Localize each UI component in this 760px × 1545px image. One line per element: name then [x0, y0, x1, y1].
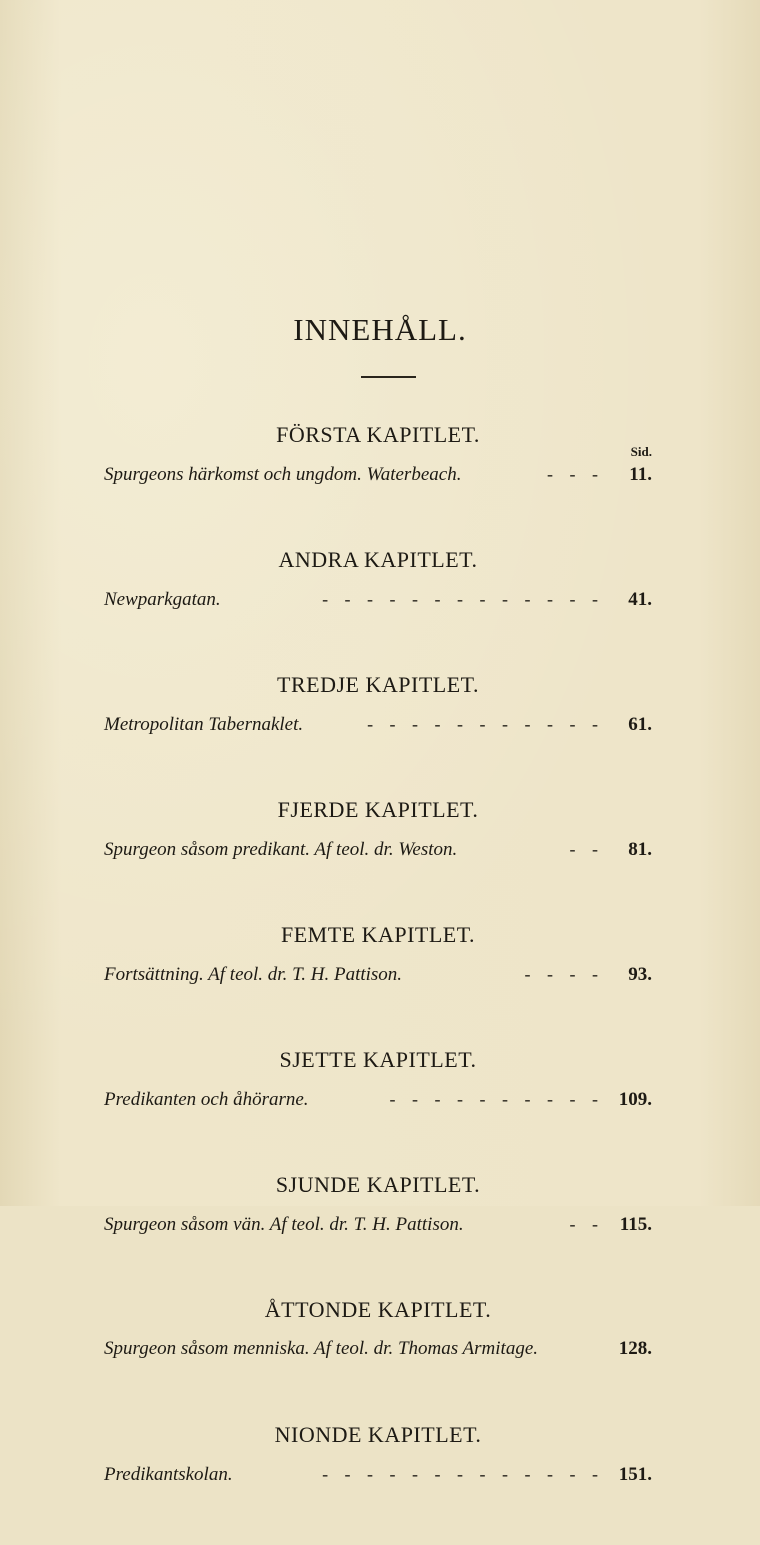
entry-page-number: 81. — [628, 839, 652, 860]
toc-entry — [104, 1210, 652, 1238]
table-of-contents — [104, 420, 652, 1545]
entry-leader: - - - - - - - - - - - - - — [322, 1464, 604, 1484]
entry-leader: - - - - - - - - - - — [389, 1089, 604, 1109]
page-column-label: Sid. — [630, 444, 652, 459]
entry-page-number: 128. — [618, 1338, 652, 1359]
chapter-heading: SJETTE KAPITLET. — [279, 1047, 477, 1072]
toc-entry — [104, 585, 652, 613]
entry-page-number: 115. — [619, 1214, 652, 1235]
chapter-4 — [104, 795, 652, 920]
toc-entry — [104, 960, 652, 988]
entry-leader: - - - — [547, 464, 604, 484]
entry-title: Spurgeon såsom predikant. Af teol. dr. Weston. — [104, 839, 458, 860]
chapter-heading: TREDJE KAPITLET. — [277, 672, 479, 697]
entry-page-number: 41. — [628, 589, 652, 610]
toc-entry — [104, 460, 652, 488]
toc-entry — [104, 1335, 652, 1363]
entry-leader: - - - - — [524, 964, 604, 984]
entry-page-number: 109. — [618, 1089, 652, 1110]
chapter-6 — [104, 1045, 652, 1170]
chapter-heading: FÖRSTA KAPITLET. — [276, 422, 480, 447]
toc-entry — [104, 1085, 652, 1113]
chapter-3 — [104, 670, 652, 795]
entry-title: Spurgeons härkomst och ungdom. Waterbeach. — [104, 464, 462, 485]
chapter-heading: NIONDE KAPITLET. — [274, 1422, 482, 1447]
chapter-heading: ANDRA KAPITLET. — [278, 547, 478, 572]
toc-entry — [104, 710, 652, 738]
chapter-heading: FEMTE KAPITLET. — [280, 922, 476, 947]
toc-entry — [104, 1460, 652, 1488]
toc-entry — [104, 835, 652, 863]
chapter-heading: FJERDE KAPITLET. — [277, 797, 479, 822]
entry-page-number: 61. — [628, 714, 652, 735]
chapter-7 — [104, 1170, 652, 1295]
entry-page-number: 151. — [618, 1464, 652, 1485]
entry-title: Metropolitan Tabernaklet. — [104, 714, 304, 735]
entry-leader: - - - - - - - - - - - — [367, 714, 604, 734]
chapter-1 — [104, 420, 652, 545]
entry-page-number: 11. — [629, 464, 652, 485]
page-title: INNEHÅLL. — [293, 312, 467, 347]
chapter-heading: ÅTTONDE KAPITLET. — [264, 1297, 492, 1322]
entry-title: Newparkgatan. — [104, 589, 221, 610]
title-rule — [361, 376, 416, 378]
entry-title: Fortsättning. Af teol. dr. T. H. Pattison. — [104, 964, 403, 985]
entry-leader: - - — [569, 1214, 604, 1234]
chapter-5 — [104, 920, 652, 1045]
chapter-heading: SJUNDE KAPITLET. — [275, 1172, 481, 1197]
entry-leader: - - — [569, 839, 604, 859]
entry-title: Predikantskolan. — [104, 1464, 233, 1485]
entry-title: Spurgeon såsom vän. Af teol. dr. T. H. Pattison. — [104, 1214, 464, 1235]
chapter-9 — [104, 1420, 652, 1545]
entry-page-number: 93. — [628, 964, 652, 985]
entry-title: Spurgeon såsom menniska. Af teol. dr. Thomas Armitage. — [104, 1338, 539, 1359]
entry-title: Predikanten och åhörarne. — [104, 1089, 309, 1110]
chapter-8 — [104, 1295, 652, 1420]
chapter-2 — [104, 545, 652, 670]
entry-leader: - - - - - - - - - - - - - — [322, 589, 604, 609]
